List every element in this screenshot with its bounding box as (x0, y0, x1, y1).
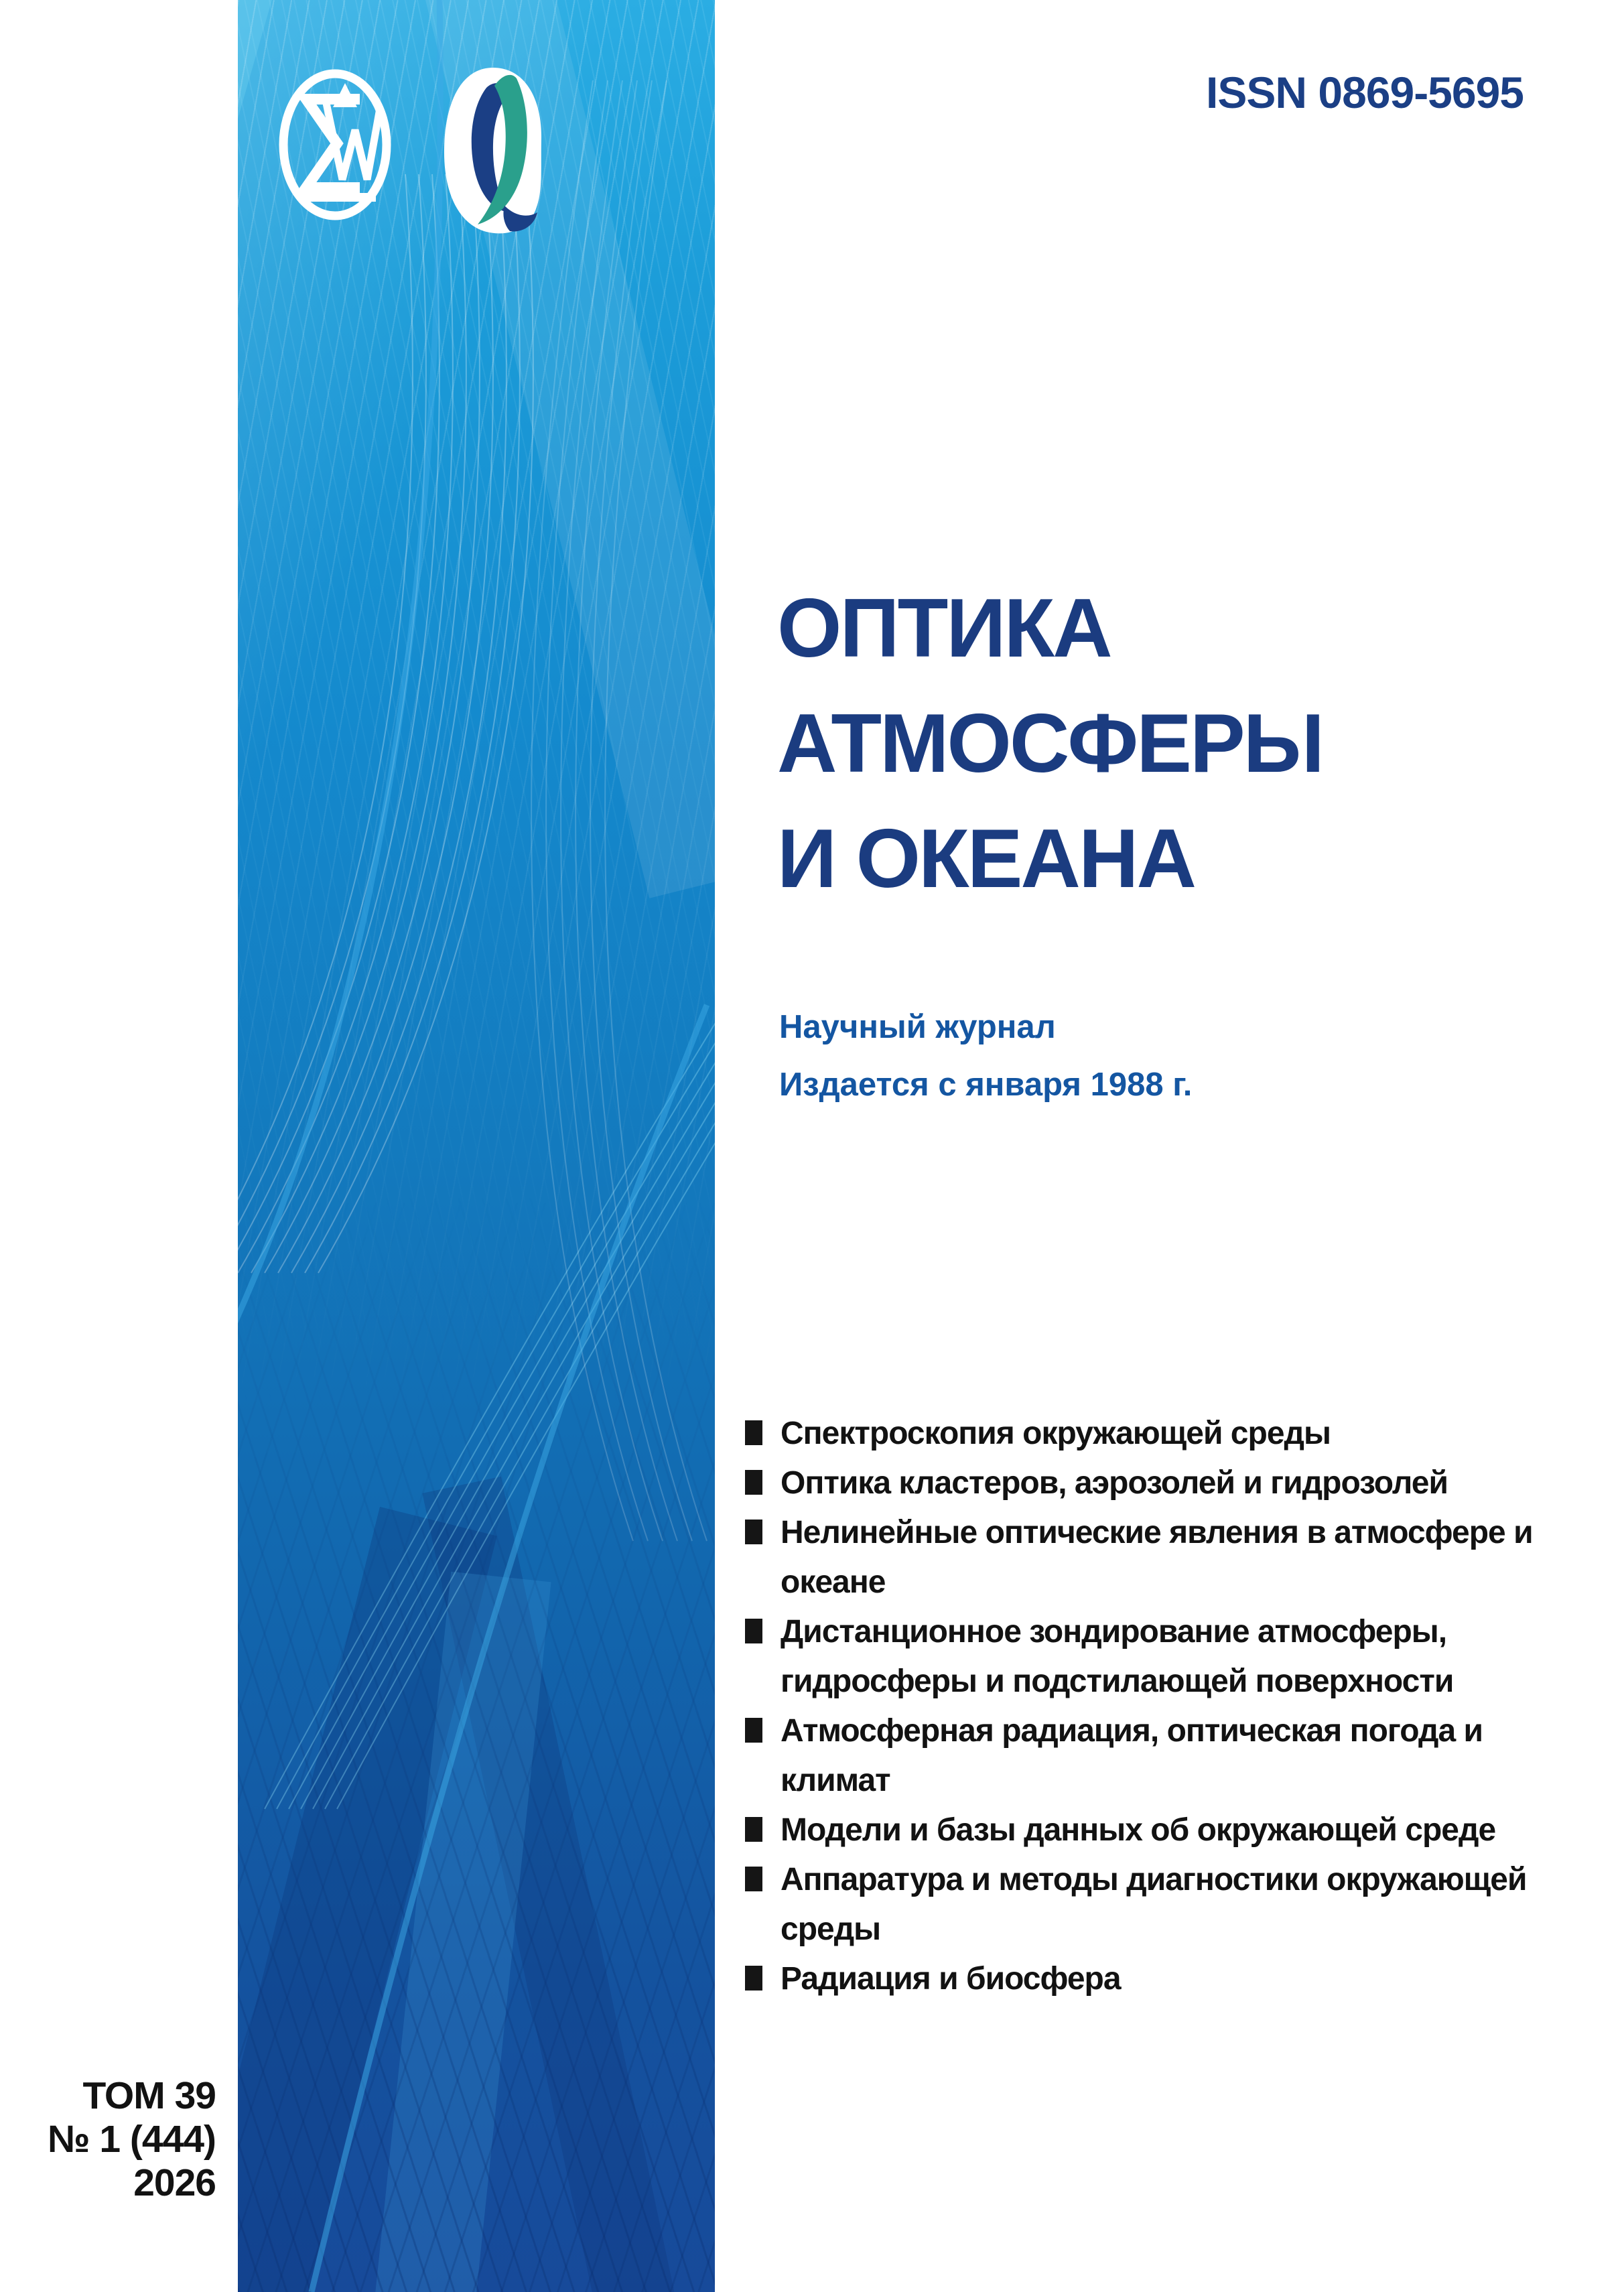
decorative-panel (238, 0, 715, 2292)
bullet-square-icon (745, 1520, 762, 1544)
list-item (745, 1409, 1569, 1459)
bullet-square-icon (745, 1867, 762, 1891)
bullet-square-icon (745, 1817, 762, 1842)
list-item (745, 1706, 1569, 1806)
topic-label: Спектроскопия окружающей среды (781, 1416, 1331, 1451)
topic-label: Аппаратура и методы диагностики окружающей среды (781, 1862, 1527, 1947)
list-item (745, 1607, 1569, 1706)
topics-list (745, 1409, 1569, 2004)
page-title (777, 571, 1323, 917)
list-item (745, 1954, 1569, 2004)
topic-label: Атмосферная радиация, оптическая погода и климат (781, 1713, 1483, 1798)
journal-subtitle (779, 998, 1192, 1114)
list-item (745, 1459, 1569, 1508)
topic-label: Модели и базы данных об окружающей среде (781, 1812, 1496, 1848)
sigma-w-logo-icon (278, 68, 392, 221)
issue-info (0, 2074, 216, 2205)
title-line-2: АТМОСФЕРЫ (777, 697, 1323, 790)
year-label: 2026 (133, 2161, 216, 2204)
list-item (745, 1855, 1569, 1954)
bullet-square-icon (745, 1470, 762, 1495)
volume-label: ТОМ 39 (82, 2074, 216, 2117)
topic-label: Радиация и биосфера (781, 1961, 1121, 1997)
title-line-3: И ОКЕАНА (777, 813, 1195, 905)
bullet-square-icon (745, 1718, 762, 1743)
topic-label: Оптика кластеров, аэрозолей и гидрозолей (781, 1465, 1448, 1501)
topic-label: Нелинейные оптические явления в атмосфере и океане (781, 1515, 1533, 1600)
bullet-square-icon (745, 1966, 762, 1991)
list-item (745, 1508, 1569, 1607)
title-line-1: ОПТИКА (777, 582, 1111, 675)
q-ribbon-logo-icon (441, 64, 547, 237)
topic-label: Дистанционное зондирование атмосферы, гидросферы и подстилающей поверхности (781, 1614, 1454, 1699)
swirl-curves (238, 0, 715, 2292)
bullet-square-icon (745, 1619, 762, 1643)
subtitle-line-2: Издается с января 1988 г. (779, 1067, 1193, 1103)
issn-label: ISSN 0869-5695 (1205, 68, 1524, 117)
subtitle-line-1: Научный журнал (779, 1009, 1056, 1045)
list-item (745, 1806, 1569, 1855)
bullet-square-icon (745, 1420, 762, 1445)
issue-number-label: № 1 (444) (48, 2118, 216, 2161)
